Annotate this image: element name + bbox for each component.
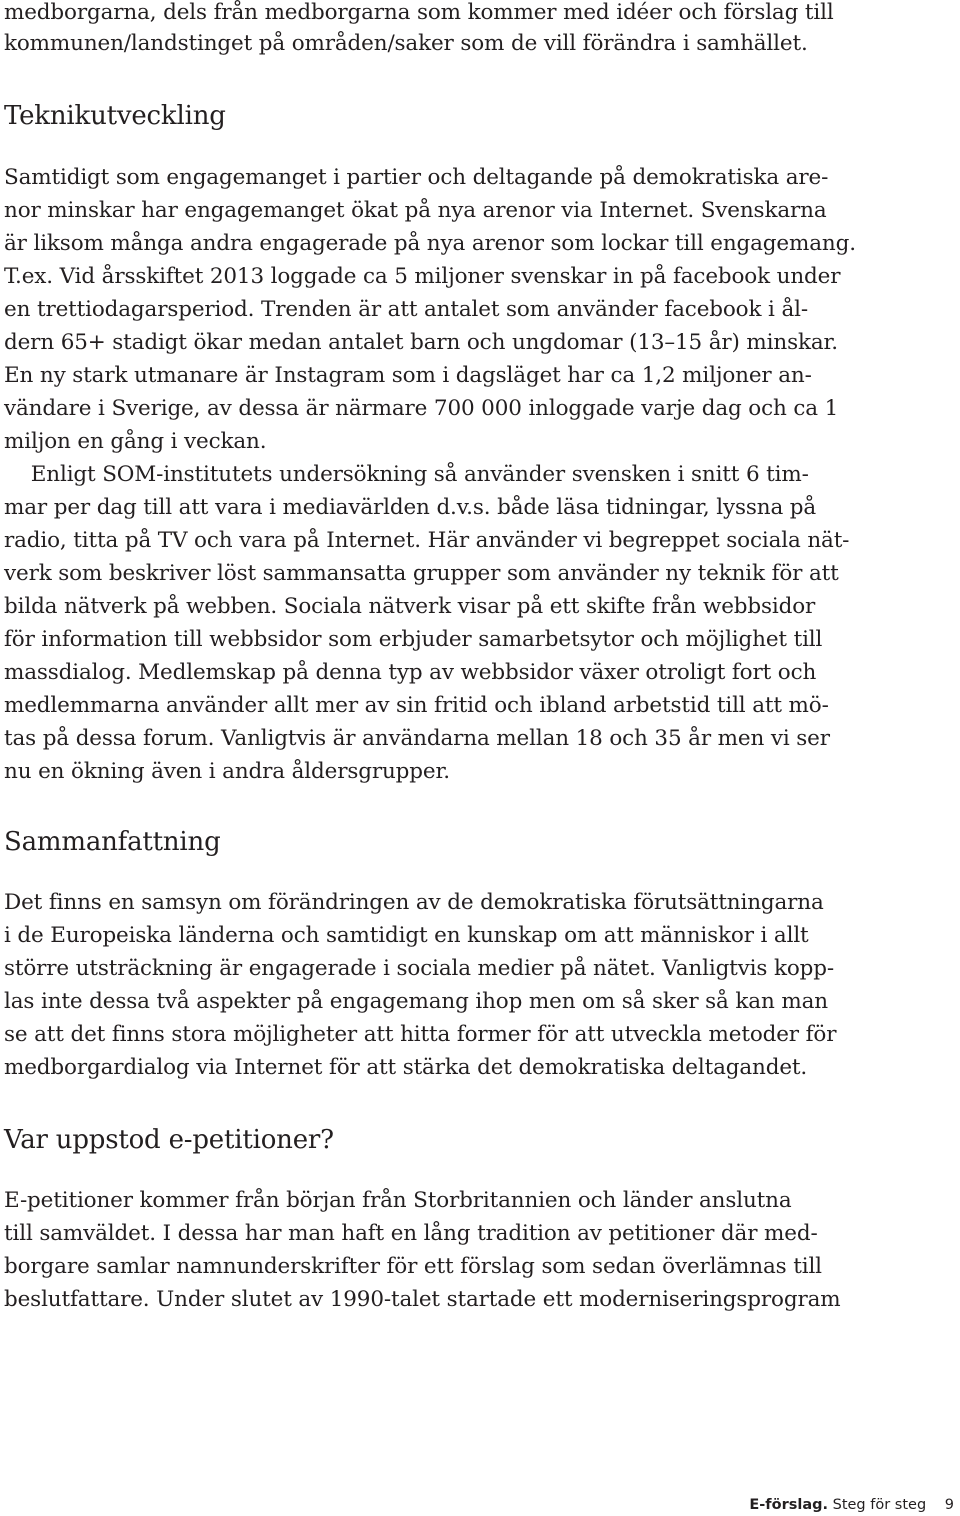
teknik-line: tas på dessa forum. Vanligtvis är användarna mellan 18 och 35 år men vi ser — [4, 726, 830, 751]
teknik-line: mar per dag till att vara i mediavärlden d.v.s. både läsa tidningar, lyssna på — [4, 495, 817, 520]
heading-sammanfattning: Sammanfattning — [4, 827, 221, 857]
teknik-line: en trettiodagarsperiod. Trenden är att antalet som använder facebook i ål- — [4, 297, 808, 322]
teknik-line: miljon en gång i veckan. — [4, 429, 267, 454]
sammanfattning-line: i de Europeiska länderna och samtidigt en kunskap om att människor i allt — [4, 923, 809, 948]
teknik-line: nu en ökning även i andra åldersgrupper. — [4, 759, 450, 784]
intro-line-1: medborgarna, dels från medborgarna som kommer med idéer och förslag till — [4, 0, 834, 25]
teknik-line: Enligt SOM-institutets undersökning så använder svensken i snitt 6 tim- — [4, 462, 809, 487]
teknik-line: är liksom många andra engagerade på nya arenor som lockar till engagemang. — [4, 231, 856, 256]
epetitioner-line: till samväldet. I dessa har man haft en lång tradition av petitioner där med- — [4, 1221, 818, 1246]
heading-teknikutveckling: Teknikutveckling — [4, 101, 226, 131]
sammanfattning-line: Det finns en samsyn om förändringen av de demokratiska förutsättningarna — [4, 890, 824, 915]
teknik-line: bilda nätverk på webben. Sociala nätverk visar på ett skifte från webbsidor — [4, 594, 816, 619]
teknik-line: massdialog. Medlemskap på denna typ av webbsidor växer otroligt fort och — [4, 660, 817, 685]
teknik-line: En ny stark utmanare är Instagram som i dagsläget har ca 1,2 miljoner an- — [4, 363, 812, 388]
sammanfattning-line: se att det finns stora möjligheter att hitta former för att utveckla metoder för — [4, 1022, 837, 1047]
teknik-line: vändare i Sverige, av dessa är närmare 700 000 inloggade varje dag och ca 1 — [4, 396, 839, 421]
sammanfattning-line: las inte dessa två aspekter på engagemang ihop men om så sker så kan man — [4, 989, 828, 1014]
page-footer — [749, 1496, 954, 1514]
teknik-line: radio, titta på TV och vara på Internet. Här använder vi begreppet sociala nät- — [4, 528, 850, 553]
epetitioner-line: borgare samlar namnunderskrifter för ett förslag som sedan överlämnas till — [4, 1254, 822, 1279]
footer-brand: E-förslag. — [749, 1497, 828, 1513]
teknik-line: nor minskar har engagemanget ökat på nya arenor via Internet. Svenskarna — [4, 198, 827, 223]
epetitioner-line: E-petitioner kommer från början från Storbritannien och länder anslutna — [4, 1188, 792, 1213]
teknik-line: medlemmarna använder allt mer av sin fritid och ibland arbetstid till att mö- — [4, 693, 829, 718]
heading-var-uppstod-e-petitioner: Var uppstod e-petitioner? — [4, 1125, 334, 1155]
teknik-line: Samtidigt som engagemanget i partier och deltagande på demokratiska are- — [4, 165, 829, 190]
page-number: 9 — [944, 1497, 954, 1513]
teknik-line: dern 65+ stadigt ökar medan antalet barn och ungdomar (13–15 år) minskar. — [4, 330, 838, 355]
intro-line-2: kommunen/landstinget på områden/saker som de vill förändra i samhället. — [4, 31, 808, 56]
teknik-line: verk som beskriver löst sammansatta grupper som använder ny teknik för att — [4, 561, 839, 586]
teknik-line: T.ex. Vid årsskiftet 2013 loggade ca 5 miljoner svenskar in på facebook under — [4, 264, 841, 289]
sammanfattning-line: medborgardialog via Internet för att stärka det demokratiska deltagandet. — [4, 1055, 808, 1080]
epetitioner-line: beslutfattare. Under slutet av 1990-talet startade ett moderniseringsprogram — [4, 1287, 841, 1312]
sammanfattning-line: större utsträckning är engagerade i sociala medier på nätet. Vanligtvis kopp- — [4, 956, 834, 981]
footer-tagline: Steg för steg — [832, 1497, 927, 1513]
teknik-line: för information till webbsidor som erbjuder samarbetsytor och möjlighet till — [4, 627, 823, 652]
